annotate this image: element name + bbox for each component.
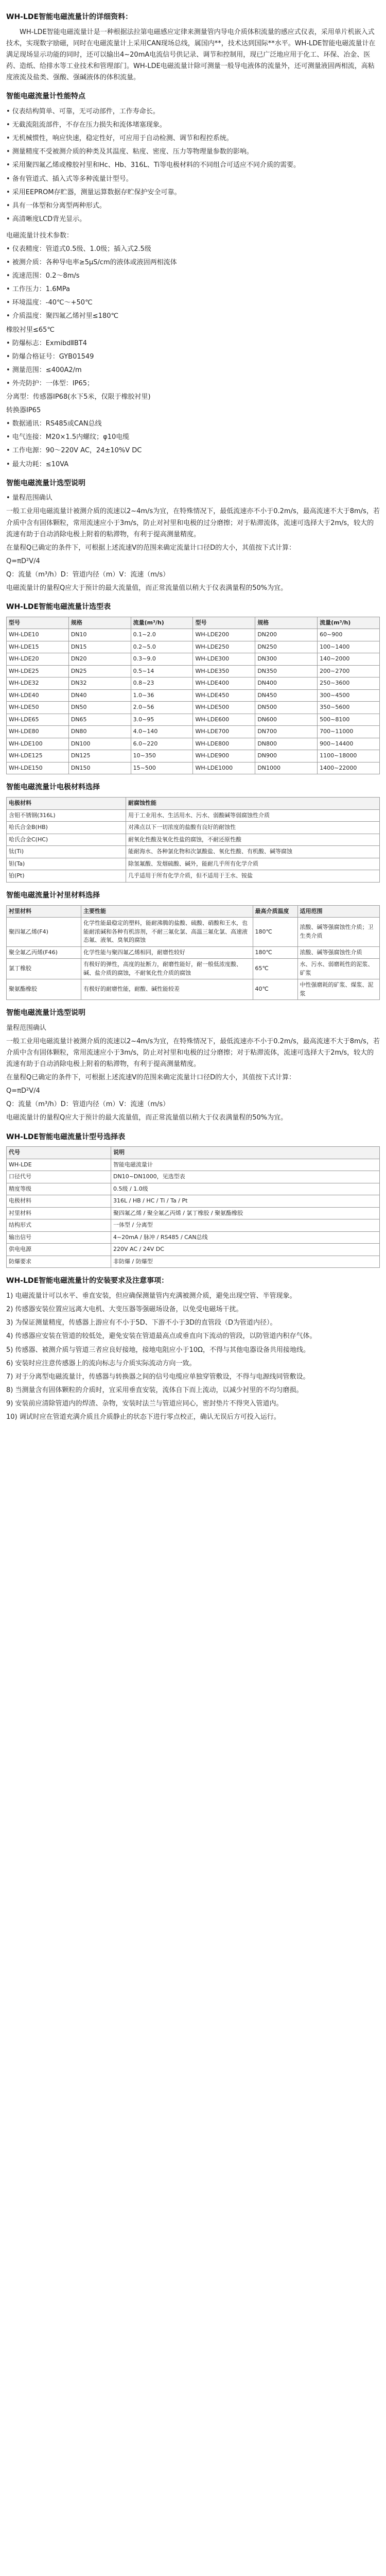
table-row	[7, 629, 380, 641]
list-item: Q：流量（m³/h）D：管道内径（m）V：流速（m/s）	[6, 1100, 170, 1109]
list-item: 1) 电磁流量计可以水平、垂直安装，但应确保测量管内充满被测介质，避免出现空管、半管现象。	[6, 1292, 296, 1300]
list-item: • 工作压力：1.6MPa	[6, 285, 70, 294]
table-cell: DN150	[68, 762, 131, 774]
table-header-cell: 衬里材料	[7, 905, 81, 918]
section-title-electrode: 智能电磁流量计电极材料选择	[6, 783, 100, 792]
table-cell: 能耐海水、各种氯化物和次氯酸盐、氧化性酸、有机酸、碱等腐蚀	[126, 846, 380, 858]
table-header-cell: 说明	[111, 1147, 380, 1159]
table-cell: WH-LDE600	[193, 714, 255, 726]
section-title-features: 智能电磁流量计性能特点	[6, 92, 85, 101]
table-cell: DN10	[68, 629, 131, 641]
table-cell: 口径代号	[7, 1171, 111, 1183]
selection-guide-body	[6, 493, 380, 594]
table-cell: DN32	[68, 677, 131, 690]
table-cell: WH-LDE150	[7, 762, 69, 774]
table-cell: 900~14400	[318, 738, 380, 750]
table-cell: 除氢氟酸、发烟硫酸、碱外，能耐几乎所有化学介质	[126, 858, 380, 870]
list-item: • 流速范围：0.2～8m/s	[6, 272, 80, 280]
table-cell: 500~8100	[318, 714, 380, 726]
table-cell: 哈氏合金B(HB)	[7, 822, 126, 834]
table-row	[7, 677, 380, 690]
table-cell: WH-LDE20	[7, 653, 69, 666]
table-cell: 化学性能与聚四氟乙烯相同，耐磨性较好	[81, 946, 253, 959]
table-cell: WH-LDE80	[7, 726, 69, 738]
list-item: • 电气连接：M20×1.5内螺纹；φ10电缆	[6, 433, 130, 442]
table-row	[7, 1256, 380, 1268]
table-cell: 0.8~23	[131, 677, 193, 690]
table-cell: DN65	[68, 714, 131, 726]
table-row	[7, 1195, 380, 1208]
table-cell: 中性强磨耗的矿浆、煤浆、泥浆	[297, 979, 380, 1000]
table-row	[7, 1207, 380, 1219]
table-cell: 氯丁橡胶	[7, 959, 81, 979]
table-cell: 衬里材料	[7, 1207, 111, 1219]
table-cell: WH-LDE25	[7, 665, 69, 677]
electrode-material-table	[6, 797, 380, 883]
electrode-table-header	[7, 798, 380, 810]
table-header-cell: 型号	[7, 617, 69, 629]
table-cell: 哈氏合金C(HC)	[7, 834, 126, 846]
table-cell: 钛(Ti)	[7, 846, 126, 858]
table-row	[7, 1159, 380, 1171]
model-code-table-header	[7, 1147, 380, 1159]
list-item: • 具有一体型和分离型两种形式。	[6, 201, 106, 210]
section-title-lining: 智能电磁流量计衬里材料选择	[6, 891, 100, 900]
table-cell: DN15	[68, 641, 131, 653]
model-flow-table	[6, 617, 380, 775]
table-header-cell: 耐腐蚀性能	[126, 798, 380, 810]
table-cell: 有极好的弹性，高度的扯断力，耐磨性能好，耐一般低浓度酸、碱、盐介质的腐蚀，不耐氧化性介质的腐蚀	[81, 959, 253, 979]
list-item: 3) 为保证测量精度，传感器上游应有不小于5D、下游不小于3D的直管段（D为管道内径）。	[6, 1319, 277, 1327]
table-cell: WH-LDE40	[7, 689, 69, 702]
table-cell: WH-LDE200	[193, 629, 255, 641]
list-item: 5) 传感器、被测介质与管道三者应良好接地，接地电阻应小于10Ω，不得与其他电器设备共用接地线。	[6, 1346, 310, 1354]
table-cell: 防爆要求	[7, 1256, 111, 1268]
table-cell: 700~11000	[318, 726, 380, 738]
table-cell: 水、污水、弱磨耗性的泥浆、矿浆	[297, 959, 380, 979]
table-header-cell: 最高介质温度	[253, 905, 297, 918]
table-row	[7, 750, 380, 762]
list-item: 在量程Q已确定的条件下，可根据上述流速V的范围来确定流量计口径D的大小，其值按下式计算：	[6, 1074, 296, 1082]
list-item: • 无截流阻流部件，不存在压力损失和流体堵塞现象。	[6, 121, 166, 129]
table-cell: 15~500	[131, 762, 193, 774]
list-item: • 被测介质：各种导电率≥5μS/cm的液体或液固两相流体	[6, 259, 177, 267]
table-cell: 有极好的耐磨性能，耐酸、碱性能较差	[81, 979, 253, 1000]
table-cell: WH-LDE250	[193, 641, 255, 653]
table-cell: WH-LDE300	[193, 653, 255, 666]
table-cell: 结构形式	[7, 1219, 111, 1232]
list-item: • 工作电源：90～220V AC，24±10%V DC	[6, 447, 142, 455]
list-item: • 仪表结构简单、可靠，无可动部件，工作寿命长。	[6, 108, 160, 116]
table-row	[7, 822, 380, 834]
table-cell: 一体型 / 分离型	[111, 1219, 380, 1232]
table-cell: 铂(Pt)	[7, 870, 126, 883]
table-row	[7, 979, 380, 1000]
table-cell: WH-LDE400	[193, 677, 255, 690]
list-item: Q：流量（m³/h）D：管道内径（m）V：流速（m/s）	[6, 570, 170, 579]
table-row	[7, 1183, 380, 1195]
list-item: • 防爆合格证号：GYB01549	[6, 352, 94, 361]
table-row	[7, 726, 380, 738]
list-item: 一般工业用电磁流量计被测介质的流速以2~4m/s为宜，在特殊情况下，最低流速亦不小于0.2m/s，最高流速不大于8m/s，若介质中含有固体颗粒，常用流速应小于3m/s，防止对衬里和电极的过分磨擦；对于粘滞流体，流速可选择大于2m/s，较大的流速有助于自动消除电极上附着的粘滞物，有利于提高测量精度。	[6, 507, 380, 538]
table-cell: 供电电源	[7, 1244, 111, 1256]
table-cell: 精度等级	[7, 1183, 111, 1195]
list-item: • 测量范围：≤400A2/m	[6, 366, 82, 374]
list-item: 10) 调试时应在管道充满介质且介质静止的状态下进行零点校正，确认无误后方可投入运行。	[6, 1413, 280, 1421]
table-cell: WH-LDE125	[7, 750, 69, 762]
table-cell: 含钼不锈钢(316L)	[7, 809, 126, 822]
table-cell: DN20	[68, 653, 131, 666]
table-cell: 化学性能最稳定的塑料，能耐沸腾的盐酸、硫酸、硝酸和王水，也能耐浓碱和各种有机溶剂，不耐三氟化氯、高温三氟化氯、高速液态氟、液氧、臭氧的腐蚀	[81, 918, 253, 947]
table-cell: WH-LDE500	[193, 702, 255, 714]
table-cell: 钽(Ta)	[7, 858, 126, 870]
list-item: 8) 当测量含有固体颗粒的介质时，宜采用垂直安装，流体自下而上流动，以减少衬里的不均匀磨损。	[6, 1386, 303, 1394]
table-cell: 3.0~95	[131, 714, 193, 726]
table-row	[7, 689, 380, 702]
intro-body	[6, 27, 380, 83]
table-cell: WH-LDE1000	[193, 762, 255, 774]
list-item: • 量程范围确认	[6, 494, 52, 502]
lining-table-header	[7, 905, 380, 918]
table-cell: 1.0~36	[131, 689, 193, 702]
table-cell: 60~900	[318, 629, 380, 641]
table-cell: 聚四氟乙烯(F4)	[7, 918, 81, 947]
table-cell: 180℃	[253, 918, 297, 947]
features-list	[6, 106, 380, 225]
table-header-cell: 流量(m³/h)	[318, 617, 380, 629]
table-row	[7, 870, 380, 883]
list-item: 橡胶衬里≤65℃	[6, 326, 55, 334]
lining-material-table	[6, 905, 380, 1001]
table-cell: 4~20mA / 脉冲 / RS485 / CAN总线	[111, 1231, 380, 1244]
list-item: 一般工业用电磁流量计被测介质的流速以2~4m/s为宜，在特殊情况下，最低流速亦不小于0.2m/s，最高流速不大于8m/s，若介质中含有固体颗粒，常用流速应小于3m/s，防止对衬里和电极的过分磨擦；对于粘滞流体，流速可选择大于2m/s，较大的流速有助于自动消除电极上附着的粘滞物，有利于提高测量精度。	[6, 1037, 380, 1069]
list-item: 2) 传感器安装位置应远离大电机、大变压器等强磁场设备，以免受电磁场干扰。	[6, 1306, 243, 1314]
list-item: Q=πD²V/4	[6, 1087, 40, 1095]
table-cell: 非防爆 / 防爆型	[111, 1256, 380, 1268]
list-item: • 无机械惯性，响应快速，稳定性好，可应用于自动检测、调节和程控系统。	[6, 134, 233, 143]
model-code-table	[6, 1146, 380, 1268]
table-cell: 0.2~5.0	[131, 641, 193, 653]
list-item: 9) 安装前应清除管道内的焊渣、杂物，安装时法兰与管道应同心，密封垫片不得突入管道内。	[6, 1399, 283, 1408]
list-item: • 测量精度不受被测介质的种类及其温度、粘度、密度、压力等物理量参数的影响。	[6, 148, 253, 156]
list-item: 电磁流量计的量程Q应大于预计的最大流量值，而正常流量值以稍大于仪表满量程的50%为宜。	[6, 584, 288, 592]
table-cell: DN1000	[255, 762, 318, 774]
table-cell: 耐氧化性酸及氧化性盐的腐蚀，不耐还原性酸	[126, 834, 380, 846]
table-cell: DN80	[68, 726, 131, 738]
list-item: • 最大功耗：≤10VA	[6, 460, 69, 468]
list-item: 电磁流量计技术参数：	[6, 231, 74, 240]
table-row	[7, 641, 380, 653]
table-cell: DN700	[255, 726, 318, 738]
table-cell: WH-LDE100	[7, 738, 69, 750]
table-cell: DN250	[255, 641, 318, 653]
table-cell: 输出信号	[7, 1231, 111, 1244]
table-cell: WH-LDE900	[193, 750, 255, 762]
section-title-selection-guide-2: 智能电磁流量计选型说明	[6, 1009, 85, 1018]
table-cell: 220V AC / 24V DC	[111, 1244, 380, 1256]
table-cell: 聚四氟乙烯 / 聚全氟乙丙烯 / 氯丁橡胶 / 聚氨酯橡胶	[111, 1207, 380, 1219]
table-cell: 6.0~220	[131, 738, 193, 750]
section-title-model-select: WH-LDE智能电磁流量计型号选择表	[6, 1132, 126, 1141]
list-item: • 采用聚四氟乙烯或橡胶衬里和Hc、Hb、316L、Ti等电极材料的不同组合可适应不同介质的需要。	[6, 161, 300, 170]
section-title-model-table: WH-LDE智能电磁流量计选型表	[6, 603, 111, 612]
table-cell: 用于工业用水、生活用水、污水、弱酸碱等弱腐蚀性介质	[126, 809, 380, 822]
table-row	[7, 1231, 380, 1244]
table-cell: DN300	[255, 653, 318, 666]
section-title-selection-guide: 智能电磁流量计选型说明	[6, 479, 85, 487]
paragraph: WH-LDE智能电磁流量计是一种根据法拉第电磁感应定律来测量管内导电介质体积流量的感应式仪表，采用单片机嵌入式技术，实现数字励磁，同时在电磁流量计上采用CAN现场总线，属国内**，技术达到国际**水平。WH-LDE智能电磁流量计在满足现场显示功能的同时，还可以输出4~20mA电流信号供记录、调节和控制用，现已广泛地应用于化工、环保、冶金、医药、造纸、给排水等工业技术和管理部门。WH-LDE电磁流量计除可测量一般导电液体的流量外，还可测量液固两相流，高粘度液流及盐类、强酸、强碱液体的体积流量。	[6, 28, 376, 82]
table-cell: 180℃	[253, 946, 297, 959]
table-cell: 100~1400	[318, 641, 380, 653]
list-item: 分离型：传感器IP68(水下5米，仅限于橡胶衬里)	[6, 393, 151, 401]
table-header-cell: 代号	[7, 1147, 111, 1159]
table-row	[7, 762, 380, 774]
table-cell: 聚全氟乙丙烯(F46)	[7, 946, 81, 959]
table-cell: WH-LDE350	[193, 665, 255, 677]
table-cell: WH-LDE	[7, 1159, 111, 1171]
table-header-cell: 规格	[68, 617, 131, 629]
table-cell: 0.3~9.0	[131, 653, 193, 666]
table-header-cell: 流量(m³/h)	[131, 617, 193, 629]
table-cell: WH-LDE800	[193, 738, 255, 750]
table-cell: DN125	[68, 750, 131, 762]
tech-params-list	[6, 230, 380, 470]
table-cell: 2.0~56	[131, 702, 193, 714]
table-cell: 250~3600	[318, 677, 380, 690]
table-row	[7, 702, 380, 714]
list-item: 在量程Q已确定的条件下，可根据上述流速V的范围来确定流量计口径D的大小，其值按下式计算：	[6, 544, 296, 552]
table-header-cell: 型号	[193, 617, 255, 629]
table-row	[7, 918, 380, 947]
table-cell: 140~2000	[318, 653, 380, 666]
list-item: • 环境温度：-40℃～+50℃	[6, 299, 93, 307]
list-item: • 防爆标志：ExmibdⅡBT4	[6, 339, 87, 347]
section-title-installation: WH-LDE智能电磁流量计的安装要求及注意事项：	[6, 1277, 169, 1285]
table-cell: 350~5600	[318, 702, 380, 714]
table-cell: WH-LDE450	[193, 689, 255, 702]
list-item: 量程范围确认	[6, 1024, 47, 1032]
table-cell: 智能电磁流量计	[111, 1159, 380, 1171]
table-cell: 浓酸、碱等强腐蚀性介质；卫生类介质	[297, 918, 380, 947]
selection-guide-body-2	[6, 1023, 380, 1124]
table-cell: DN900	[255, 750, 318, 762]
list-item: Q=πD²V/4	[6, 557, 40, 565]
table-cell: DN800	[255, 738, 318, 750]
table-cell: 65℃	[253, 959, 297, 979]
list-item: 6) 安装时应注意传感器上的流向标志与介质实际流动方向一致。	[6, 1359, 196, 1367]
table-row	[7, 959, 380, 979]
table-cell: DN400	[255, 677, 318, 690]
list-item: • 外壳防护：一体型：IP65；	[6, 379, 94, 387]
table-row	[7, 834, 380, 846]
table-cell: DN500	[255, 702, 318, 714]
section-title-intro: WH-LDE智能电磁流量计的详细资料：	[6, 13, 133, 21]
table-cell: 4.0~140	[131, 726, 193, 738]
table-cell: 40℃	[253, 979, 297, 1000]
table-cell: 对沸点以下一切浓度的盐酸有良好的耐蚀性	[126, 822, 380, 834]
list-item: • 高清晰度LCD背光显示。	[6, 215, 86, 223]
table-row	[7, 1171, 380, 1183]
table-row	[7, 665, 380, 677]
table-cell: DN25	[68, 665, 131, 677]
table-row	[7, 653, 380, 666]
table-cell: DN350	[255, 665, 318, 677]
installation-list	[6, 1291, 380, 1423]
table-cell: DN200	[255, 629, 318, 641]
table-row	[7, 858, 380, 870]
table-cell: WH-LDE50	[7, 702, 69, 714]
table-cell: WH-LDE700	[193, 726, 255, 738]
list-item: • 数据通讯：RS485或CAN总线	[6, 420, 102, 428]
list-item: • 备有管道式、插入式等多种流量计型号。	[6, 175, 133, 183]
table-cell: WH-LDE10	[7, 629, 69, 641]
table-cell: 1100~18000	[318, 750, 380, 762]
table-cell: WH-LDE65	[7, 714, 69, 726]
table-cell: 200~2700	[318, 665, 380, 677]
table-cell: 电极材料	[7, 1195, 111, 1208]
model-flow-table-header	[7, 617, 380, 629]
table-cell: DN100	[68, 738, 131, 750]
table-row	[7, 809, 380, 822]
table-cell: WH-LDE15	[7, 641, 69, 653]
table-cell: DN40	[68, 689, 131, 702]
list-item: 7) 对于分离型电磁流量计，传感器与转换器之间的信号电缆应单独穿管敷设，不得与电源线同管敷设。	[6, 1372, 310, 1381]
list-item: • 采用EEPROM存贮器，测量运算数据存贮保护安全可靠。	[6, 188, 181, 196]
table-cell: 0.1~2.0	[131, 629, 193, 641]
table-header-cell: 规格	[255, 617, 318, 629]
table-cell: 300~4500	[318, 689, 380, 702]
table-cell: 聚氨酯橡胶	[7, 979, 81, 1000]
table-header-cell: 电极材料	[7, 798, 126, 810]
list-item: • 仪表精度：管道式0.5级、1.0级；插入式2.5级	[6, 245, 151, 253]
list-item: • 介质温度：聚四氟乙烯衬里≤180℃	[6, 312, 119, 320]
table-cell: DN600	[255, 714, 318, 726]
table-cell: DN10~DN1000，见选型表	[111, 1171, 380, 1183]
table-cell: 几乎适用于所有化学介质，但不适用于王水、铵盐	[126, 870, 380, 883]
table-row	[7, 1244, 380, 1256]
table-row	[7, 1219, 380, 1232]
table-header-cell: 适用范围	[297, 905, 380, 918]
table-cell: 10~350	[131, 750, 193, 762]
table-cell: 0.5级 / 1.0级	[111, 1183, 380, 1195]
table-cell: 1400~22000	[318, 762, 380, 774]
list-item: 电磁流量计的量程Q应大于预计的最大流量值，而正常流量值以稍大于仪表满量程的50%为宜。	[6, 1114, 288, 1122]
table-cell: 0.5~14	[131, 665, 193, 677]
list-item: 转换器IP65	[6, 406, 41, 415]
table-row	[7, 946, 380, 959]
table-row	[7, 738, 380, 750]
table-header-cell: 主要性能	[81, 905, 253, 918]
table-cell: DN450	[255, 689, 318, 702]
list-item: 4) 传感器应安装在管道的较低处，避免安装在管道最高点或垂直向下流动的管段，以防管道内积存气体。	[6, 1332, 317, 1341]
table-row	[7, 714, 380, 726]
table-cell: DN50	[68, 702, 131, 714]
table-cell: 浓酸、碱等强腐蚀性介质	[297, 946, 380, 959]
table-cell: 316L / HB / HC / Ti / Ta / Pt	[111, 1195, 380, 1208]
table-cell: WH-LDE32	[7, 677, 69, 690]
table-row	[7, 846, 380, 858]
